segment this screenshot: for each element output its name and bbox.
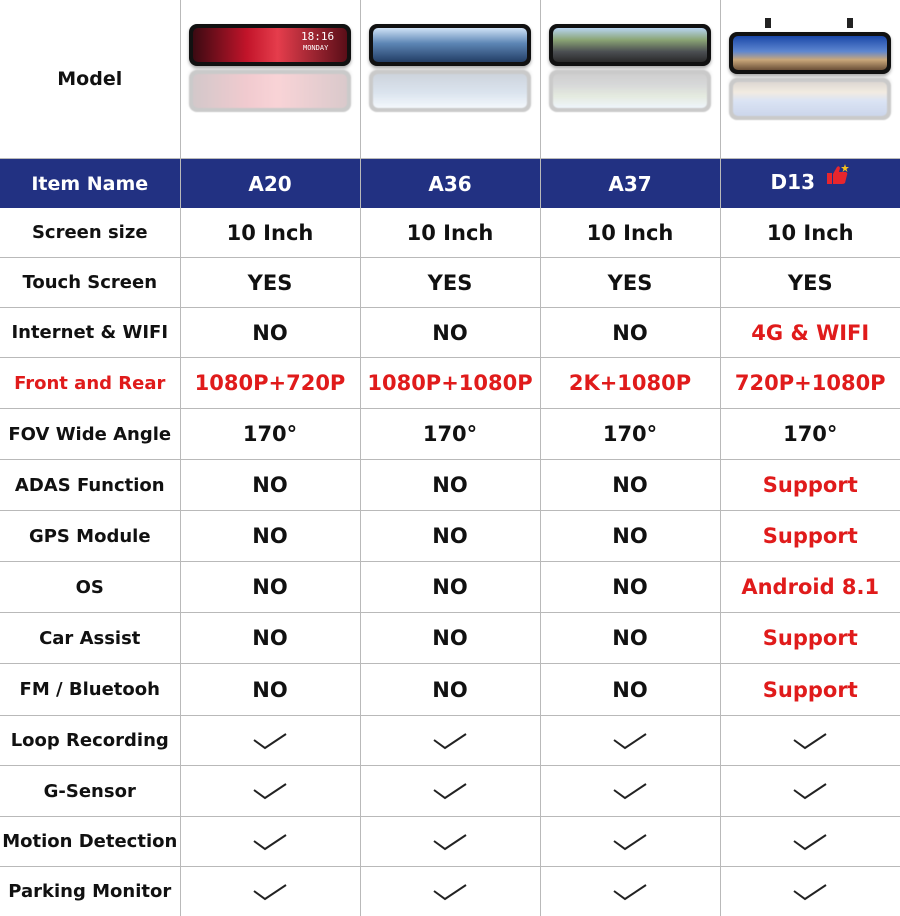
check-icon — [541, 882, 720, 902]
feature-value: Support — [720, 664, 900, 716]
feature-value: 10 Inch — [180, 208, 360, 258]
check-icon — [361, 731, 540, 751]
model-label-cell — [0, 0, 180, 159]
feature-row — [0, 817, 900, 867]
feature-row — [0, 716, 900, 766]
check-cell — [360, 817, 540, 867]
feature-row — [0, 613, 900, 664]
feature-label: Car Assist — [0, 613, 180, 664]
model-label: Model — [57, 68, 122, 90]
feature-label: G-Sensor — [0, 766, 180, 817]
feature-value: Support — [720, 460, 900, 511]
check-icon — [181, 731, 360, 751]
model-header-a36: A36 — [360, 159, 540, 209]
mirror-image-a20 — [189, 24, 351, 134]
model-image-row — [0, 0, 900, 159]
model-header-d13-cell — [720, 159, 900, 209]
check-icon — [181, 781, 360, 801]
feature-value: YES — [180, 258, 360, 308]
feature-value: NO — [360, 613, 540, 664]
product-image-a20 — [180, 0, 360, 159]
thumbs-up-icon — [826, 164, 850, 191]
feature-label: Front and Rear — [0, 358, 180, 409]
check-cell — [540, 867, 720, 916]
feature-row — [0, 258, 900, 308]
feature-value: 170° — [720, 409, 900, 460]
feature-label: Motion Detection — [0, 817, 180, 867]
feature-row — [0, 562, 900, 613]
check-icon — [361, 882, 540, 902]
feature-row — [0, 409, 900, 460]
feature-value: YES — [540, 258, 720, 308]
product-image-a37 — [540, 0, 720, 159]
feature-value: 170° — [360, 409, 540, 460]
feature-value: NO — [360, 511, 540, 562]
check-cell — [720, 716, 900, 766]
feature-label: Screen size — [0, 208, 180, 258]
feature-label: FM / Bluetooh — [0, 664, 180, 716]
feature-value: 170° — [180, 409, 360, 460]
check-cell — [540, 766, 720, 817]
check-cell — [180, 766, 360, 817]
check-cell — [720, 766, 900, 817]
product-image-a36 — [360, 0, 540, 159]
a20-clock: 18:16 — [301, 30, 334, 43]
feature-value: NO — [360, 460, 540, 511]
check-cell — [360, 716, 540, 766]
check-icon — [361, 832, 540, 852]
feature-value: 10 Inch — [720, 208, 900, 258]
feature-value: 1080P+1080P — [360, 358, 540, 409]
check-icon — [721, 882, 900, 902]
feature-value: NO — [360, 664, 540, 716]
a20-day: MONDAY — [303, 44, 328, 52]
feature-value: NO — [540, 664, 720, 716]
feature-row — [0, 358, 900, 409]
feature-value: 10 Inch — [540, 208, 720, 258]
feature-value: Android 8.1 — [720, 562, 900, 613]
feature-label: GPS Module — [0, 511, 180, 562]
feature-value: 2K+1080P — [540, 358, 720, 409]
feature-value: NO — [540, 511, 720, 562]
check-cell — [720, 867, 900, 916]
mirror-image-a36 — [369, 24, 531, 134]
feature-value: Support — [720, 613, 900, 664]
check-icon — [541, 731, 720, 751]
feature-row — [0, 511, 900, 562]
feature-value: 4G & WIFI — [720, 308, 900, 358]
feature-value: NO — [360, 308, 540, 358]
header-row — [0, 159, 900, 209]
feature-value: NO — [180, 511, 360, 562]
check-icon — [181, 832, 360, 852]
feature-label: Loop Recording — [0, 716, 180, 766]
feature-row — [0, 664, 900, 716]
product-image-d13 — [720, 0, 900, 159]
feature-value: YES — [720, 258, 900, 308]
item-name-header: Item Name — [0, 159, 180, 209]
feature-value: NO — [540, 308, 720, 358]
mirror-image-a37 — [549, 24, 711, 134]
feature-value: NO — [180, 562, 360, 613]
feature-row — [0, 867, 900, 916]
feature-label: Internet & WIFI — [0, 308, 180, 358]
check-icon — [541, 832, 720, 852]
feature-value: NO — [180, 460, 360, 511]
feature-row — [0, 308, 900, 358]
feature-value: 10 Inch — [360, 208, 540, 258]
check-icon — [721, 731, 900, 751]
check-icon — [181, 882, 360, 902]
check-cell — [540, 817, 720, 867]
feature-row — [0, 208, 900, 258]
feature-value: NO — [180, 664, 360, 716]
feature-value: 1080P+720P — [180, 358, 360, 409]
feature-value: NO — [180, 308, 360, 358]
model-header-a20: A20 — [180, 159, 360, 209]
feature-label: Touch Screen — [0, 258, 180, 308]
feature-row — [0, 460, 900, 511]
feature-value: Support — [720, 511, 900, 562]
feature-value: NO — [360, 562, 540, 613]
check-icon — [721, 781, 900, 801]
feature-label: FOV Wide Angle — [0, 409, 180, 460]
check-icon — [721, 832, 900, 852]
check-icon — [541, 781, 720, 801]
feature-value: YES — [360, 258, 540, 308]
model-header-a37: A37 — [540, 159, 720, 209]
check-cell — [180, 867, 360, 916]
feature-label: ADAS Function — [0, 460, 180, 511]
model-header-d13: D13 — [771, 170, 815, 194]
check-cell — [360, 867, 540, 916]
check-cell — [360, 766, 540, 817]
feature-row — [0, 766, 900, 817]
feature-value: NO — [540, 460, 720, 511]
check-cell — [180, 817, 360, 867]
feature-value: NO — [540, 613, 720, 664]
check-cell — [180, 716, 360, 766]
feature-value: NO — [540, 562, 720, 613]
feature-label: OS — [0, 562, 180, 613]
feature-label: Parking Monitor — [0, 867, 180, 916]
feature-value: NO — [180, 613, 360, 664]
check-icon — [361, 781, 540, 801]
check-cell — [540, 716, 720, 766]
feature-rows — [0, 208, 900, 916]
feature-value: 720P+1080P — [720, 358, 900, 409]
check-cell — [720, 817, 900, 867]
feature-value: 170° — [540, 409, 720, 460]
mirror-image-d13 — [729, 24, 891, 134]
